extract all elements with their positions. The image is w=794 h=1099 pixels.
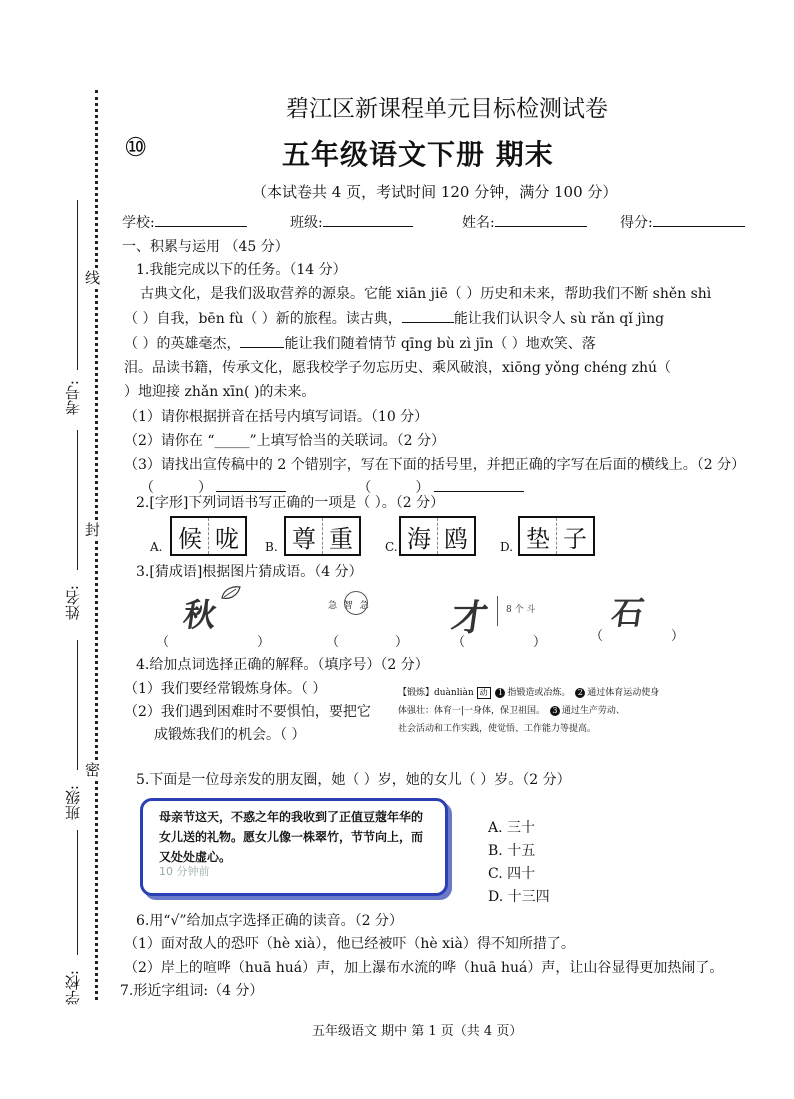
dict-line-2-text: 体强壮：体育一|一身体，保卫祖国。	[398, 706, 546, 716]
info-class	[290, 212, 413, 232]
dict-line-3: 社会活动和工作实践，使觉悟、工作能力等提高。	[398, 724, 597, 734]
q7-title: 7.形近字组词:（4 分）	[120, 983, 264, 999]
q5-option-a: A. 三十	[488, 820, 536, 836]
q6-sentence-2: （2）岸上的喧哗（huā huá）声，加上瀑布水流的哗（huā huá）声，让山谷显得更加热闹了。	[124, 960, 724, 976]
info-school-label: 学校:	[122, 215, 155, 231]
q1-passage-seg-2: 能让我们认识令人 sù rǎn qǐ jìng	[453, 311, 665, 327]
q3-picture-4-stone: 石	[609, 594, 647, 632]
seal-word-seal: 封	[83, 522, 101, 537]
q1-passage-seg-1: （ ）自我，bēn fù（ ）新的旅程。读古典，	[124, 311, 402, 327]
exam-main-title: 五年级语文下册 期末	[282, 138, 554, 171]
q5-option-d: D. 十三四	[488, 889, 550, 905]
q2-option-a-char-1: 候	[178, 524, 202, 553]
dict-num-3: 3	[550, 706, 560, 716]
page-footer: 五年级语文 期中 第 1 页（共 4 页）	[312, 1024, 523, 1039]
margin-exam-no-line	[77, 200, 78, 370]
seal-word-line: 线	[83, 270, 101, 285]
q1-title: 1.我能完成以下的任务。（14 分）	[136, 262, 347, 278]
q1-passage-line-2	[124, 308, 664, 328]
q2-option-a-char-2: 咙	[208, 518, 245, 554]
q2-option-b-box[interactable]	[284, 516, 361, 556]
q3-picture-2-text: 急 智 急	[328, 601, 371, 611]
q2-option-c-letter: C.	[385, 540, 398, 554]
q4-sentence-1: （1）我们要经常锻炼身体。（ ）	[124, 681, 327, 697]
q3-picture-2-ring	[344, 591, 368, 615]
q1-conj-blank-2[interactable]	[240, 333, 284, 348]
q4-dictionary-entry	[398, 684, 659, 738]
q2-option-b-char-2: 重	[322, 518, 359, 554]
info-score	[620, 212, 745, 232]
exam-subtitle: （本试卷共 4 页，考试时间 120 分钟，满分 100 分）	[252, 183, 618, 201]
q2-option-a-box[interactable]	[170, 516, 247, 556]
q5-title: 5.下面是一位母亲发的朋友圈，她（ ）岁，她的女儿（ ）岁。（2 分）	[136, 772, 571, 788]
dict-num-2: 2	[575, 688, 585, 698]
q2-option-c-box[interactable]	[399, 516, 476, 556]
q3-answer-3[interactable]: （ ）	[452, 635, 547, 650]
dict-head: 【锻炼】duànliàn	[398, 688, 474, 698]
q1-passage-line-5: ）地迎接 zhǎn xīn( )的未来。	[124, 384, 316, 400]
q1-paren-close-1: ）	[198, 480, 212, 496]
dict-pos-tag: 动	[477, 687, 491, 699]
q2-option-b-char-1: 尊	[292, 524, 316, 553]
q3-picture-1-autumn: 秋	[181, 596, 219, 634]
q2-option-c-char-2: 鸥	[437, 518, 474, 554]
q2-title-text: 2.[字形]下列词语书写正确的一项是（ ）。（2 分）	[136, 495, 445, 511]
q1-correct-char-2[interactable]	[434, 477, 524, 492]
margin-name-label: 姓名:	[64, 585, 82, 621]
margin-school-line	[77, 830, 78, 955]
q3-picture-3-talent: 才	[448, 597, 491, 639]
dict-line-2	[398, 702, 659, 720]
info-class-blank[interactable]	[323, 212, 413, 227]
q5-option-c: C. 四十	[488, 866, 536, 882]
dict-line-1	[398, 684, 659, 702]
q1-sub3: （3）请找出宣传稿中的 2 个错别字，写在下面的括号里，并把正确的字写在后面的横线上。（2 分）	[124, 457, 746, 473]
margin-school-label: 学校:	[64, 970, 82, 1006]
margin-name-line	[77, 430, 78, 570]
q3-answer-1[interactable]: （ ）	[156, 635, 271, 650]
q2-option-d-box[interactable]	[518, 516, 595, 556]
q3-picture-3-bracket	[497, 596, 498, 626]
dict-def-3: 通过生产劳动、	[561, 706, 625, 716]
margin-class-label: 班级:	[64, 785, 82, 821]
q4-sentence-2a: （2）我们遇到困难时不要惧怕，要把它	[124, 704, 371, 720]
q1-sub2: （2）请你在 “_____”上填写恰当的关联词。（2 分）	[124, 433, 446, 449]
exam-number: ⑩	[124, 133, 148, 163]
section-1-title: 一、积累与运用 （45 分）	[122, 239, 289, 255]
dict-def-2: 通过体育运动使身	[587, 688, 660, 698]
info-score-label: 得分:	[620, 215, 653, 231]
q5-option-b: B. 十五	[488, 843, 536, 859]
q2-option-c-char-1: 海	[407, 524, 431, 553]
q5-moment-time: 10 分钟前	[159, 865, 210, 878]
q3-title: 3.[猜成语]根据图片猜成语。（4 分）	[136, 564, 363, 580]
q3-answer-4[interactable]: （ ）	[590, 629, 685, 644]
q1-passage-seg-3: （ ）的英雄毫杰，	[124, 336, 241, 352]
q5-wechat-moment-card	[140, 798, 448, 896]
q2-option-a-letter: A.	[150, 540, 163, 554]
q4-title: 4.给加点词选择正确的解释。（填序号）（2 分）	[136, 657, 429, 673]
margin-exam-no-label: 考号:	[64, 380, 82, 416]
q3-answer-2[interactable]: （ ）	[326, 635, 409, 650]
info-class-label: 班级:	[290, 215, 323, 231]
q6-title: 6.用“√”给加点字选择正确的读音。（2 分）	[136, 913, 403, 929]
q1-correct-char-1[interactable]	[216, 477, 286, 492]
margin-class-line	[77, 640, 78, 770]
q4-sentence-2b: 成锻炼我们的机会。（ ）	[154, 727, 306, 743]
q1-paren-open-2: （	[357, 480, 372, 496]
q2-option-d-letter: D.	[500, 540, 514, 554]
leaf-icon	[220, 584, 242, 602]
dict-num-1: 1	[495, 688, 505, 698]
info-score-blank[interactable]	[653, 212, 745, 227]
q1-conj-blank-1[interactable]	[402, 308, 454, 323]
dict-def-1: 指锻造或冶炼。	[507, 688, 571, 698]
q1-sub1: （1）请你根据拼音在括号内填写词语。（10 分）	[124, 409, 429, 425]
binding-dotted-line	[95, 90, 98, 1000]
q2-option-b-letter: B.	[265, 540, 278, 554]
q1-passage-line-4: 泪。品读书籍，传承文化，愿我校学子勿忘历史、乘风破浪，xiōng yǒng chéng zhú（	[124, 360, 671, 376]
q1-passage-line-3	[124, 333, 596, 353]
q1-paren-close-2: ）	[415, 480, 430, 496]
seal-word-secret: 密	[83, 762, 101, 777]
q1-paren-open-1: （	[140, 480, 154, 496]
info-school-blank[interactable]	[155, 212, 247, 227]
exam-series-title: 碧江区新课程单元目标检测试卷	[286, 96, 608, 122]
info-school	[122, 212, 247, 232]
info-name-blank[interactable]	[495, 212, 587, 227]
info-name	[462, 212, 587, 232]
q2-option-d-char-1: 垫	[526, 524, 550, 553]
q1-passage-seg-4: 能让我们随着情节 qīng bù zì jīn（ ）地欢笑、落	[284, 336, 596, 352]
q5-moment-text: 母亲节这天，不惑之年的我收到了正值豆蔻年华的女儿送的礼物。愿女儿像一株翠竹，节节向上，而又处处虚心。	[159, 810, 424, 864]
q6-sentence-1: （1）面对敌人的恐吓（hè xià），他已经被吓（hè xià）得不知所措了。	[124, 936, 575, 952]
q1-passage-line-1: 古典文化，是我们汲取营养的源泉。它能 xiān jiē（ ）历史和未来，帮助我们不断 shěn shì	[140, 286, 712, 302]
info-name-label: 姓名:	[462, 215, 495, 231]
q2-option-d-char-2: 子	[556, 518, 593, 554]
q3-picture-3-note: 8 个 斗	[506, 605, 536, 615]
